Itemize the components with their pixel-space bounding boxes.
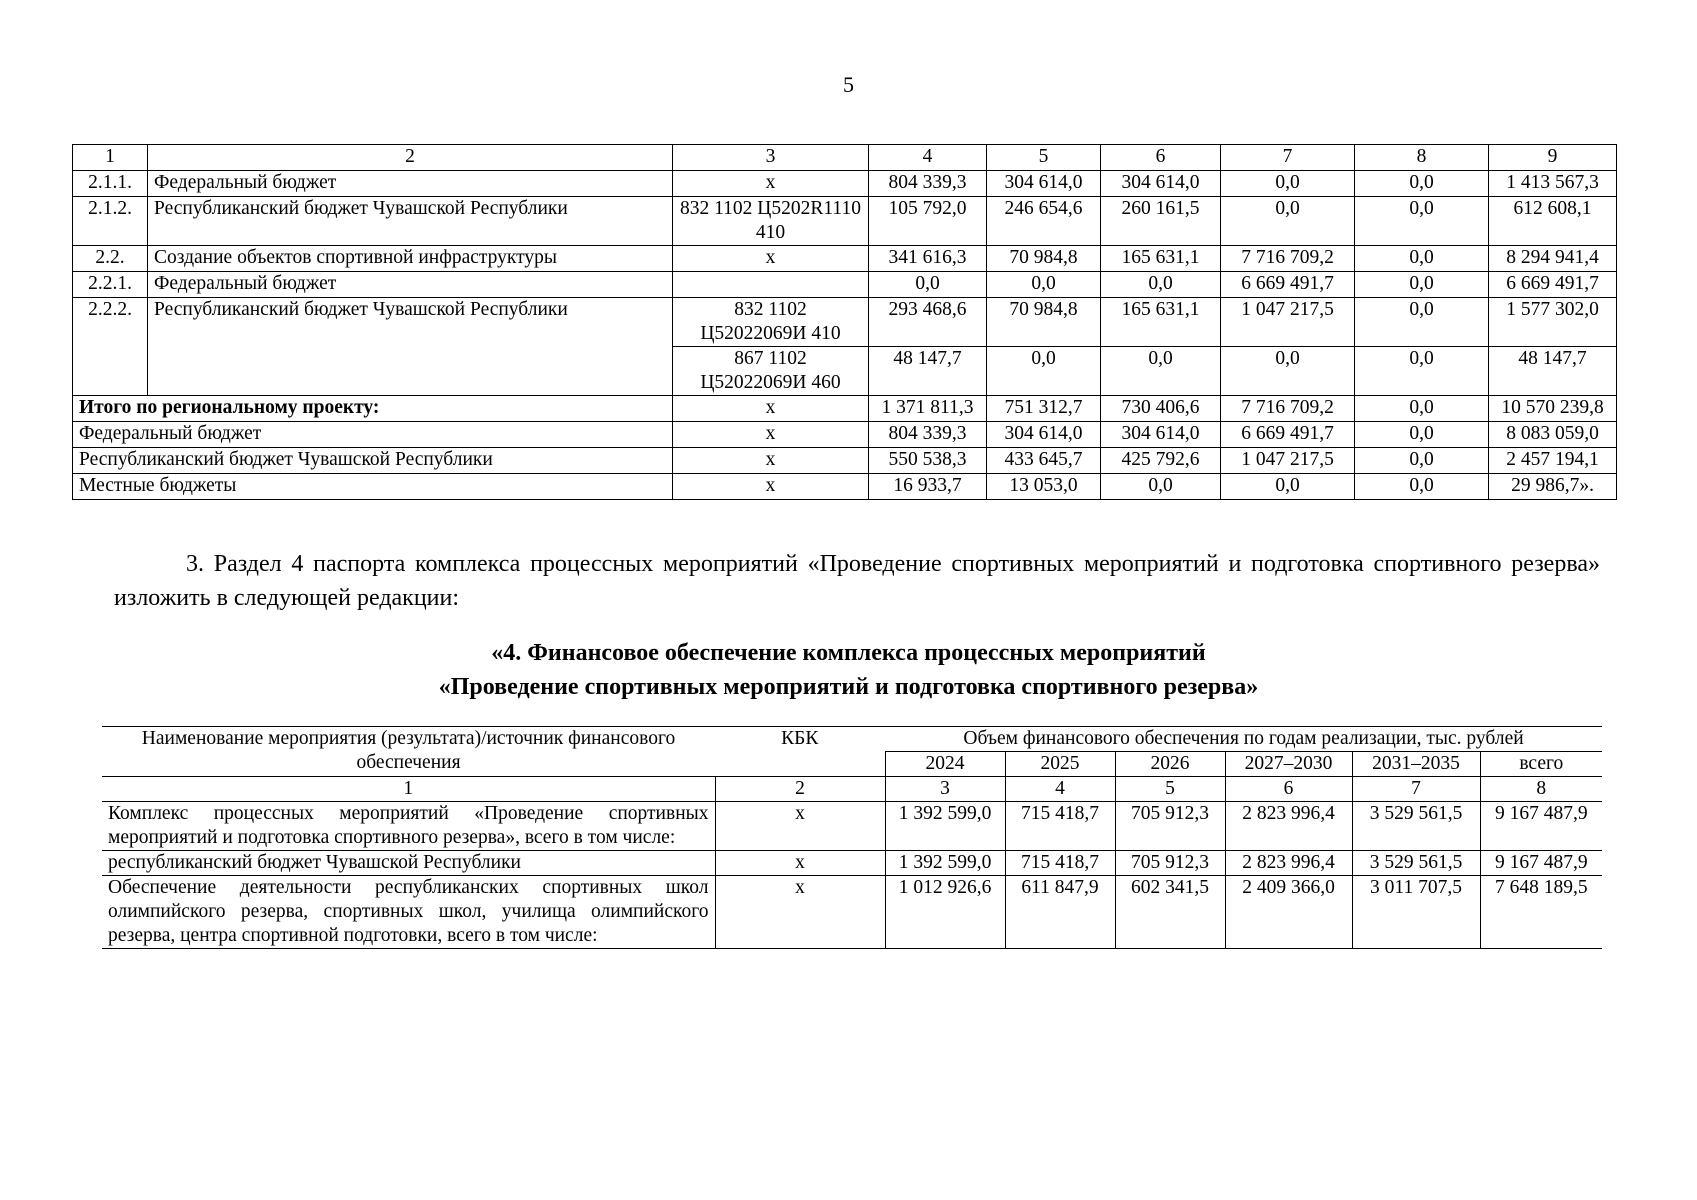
row-value: 1 413 567,3 bbox=[1489, 171, 1617, 197]
row-kbk: х bbox=[673, 448, 869, 474]
row-value: 0,0 bbox=[1221, 474, 1355, 500]
row-value: 2 823 996,4 bbox=[1225, 851, 1352, 876]
row-value: 3 011 707,5 bbox=[1352, 876, 1480, 949]
table-row bbox=[73, 171, 1617, 197]
row-value: 0,0 bbox=[1101, 474, 1221, 500]
row-value: 0,0 bbox=[1355, 246, 1489, 272]
header-year: 2026 bbox=[1115, 752, 1225, 777]
table-row bbox=[102, 876, 1602, 949]
row-value: 705 912,3 bbox=[1115, 802, 1225, 851]
row-value: 1 047 217,5 bbox=[1221, 298, 1355, 347]
row-value: 611 847,9 bbox=[1005, 876, 1115, 949]
row-value: 0,0 bbox=[1221, 197, 1355, 246]
row-number: 2.1.1. bbox=[73, 171, 148, 197]
row-value: 70 984,8 bbox=[987, 298, 1101, 347]
table-row bbox=[102, 851, 1602, 876]
row-value: 433 645,7 bbox=[987, 448, 1101, 474]
header-volume: Объем финансового обеспечения по годам реализации, тыс. рублей bbox=[885, 727, 1602, 752]
row-value: 1 392 599,0 bbox=[885, 802, 1005, 851]
header-year: 2027–2030 bbox=[1225, 752, 1352, 777]
row-value: 0,0 bbox=[1221, 347, 1355, 396]
row-kbk: 832 1102 Ц52022069И 410 bbox=[673, 298, 869, 347]
section-heading bbox=[0, 636, 1697, 704]
row-value: 0,0 bbox=[1355, 474, 1489, 500]
row-value: 16 933,7 bbox=[869, 474, 987, 500]
row-value: 0,0 bbox=[1221, 171, 1355, 197]
row-number: 2.1.2. bbox=[73, 197, 148, 246]
column-number: 1 bbox=[73, 145, 148, 171]
row-value: 0,0 bbox=[1355, 422, 1489, 448]
row-value: 0,0 bbox=[1355, 396, 1489, 422]
row-number: 2.2.2. bbox=[73, 298, 148, 396]
total-name: Итого по региональному проекту: bbox=[73, 396, 673, 422]
row-value: 10 570 239,8 bbox=[1489, 396, 1617, 422]
row-name: Создание объектов спортивной инфраструктуры bbox=[148, 246, 673, 272]
row-value: 8 083 059,0 bbox=[1489, 422, 1617, 448]
heading-line: «4. Финансовое обеспечение комплекса процессных мероприятий bbox=[491, 640, 1206, 666]
row-value: 3 529 561,5 bbox=[1352, 802, 1480, 851]
total-name: Республиканский бюджет Чувашской Республики bbox=[73, 448, 673, 474]
row-number: 2.2. bbox=[73, 246, 148, 272]
row-value: 246 654,6 bbox=[987, 197, 1101, 246]
row-kbk: х bbox=[673, 396, 869, 422]
row-value: 13 053,0 bbox=[987, 474, 1101, 500]
row-value: 7 716 709,2 bbox=[1221, 246, 1355, 272]
row-value: 0,0 bbox=[1355, 171, 1489, 197]
column-number: 4 bbox=[869, 145, 987, 171]
table-row bbox=[73, 246, 1617, 272]
row-value: 0,0 bbox=[869, 272, 987, 298]
row-value: 715 418,7 bbox=[1005, 851, 1115, 876]
row-kbk: 867 1102 Ц52022069И 460 bbox=[673, 347, 869, 396]
row-value: 3 529 561,5 bbox=[1352, 851, 1480, 876]
column-number: 3 bbox=[673, 145, 869, 171]
column-number: 5 bbox=[1115, 777, 1225, 802]
regional-project-table bbox=[72, 144, 1617, 500]
table-header-numbers bbox=[73, 145, 1617, 171]
column-number: 3 bbox=[885, 777, 1005, 802]
financing-table bbox=[102, 726, 1602, 949]
row-value: 0,0 bbox=[987, 347, 1101, 396]
row-value: 1 047 217,5 bbox=[1221, 448, 1355, 474]
row-value: 165 631,1 bbox=[1101, 246, 1221, 272]
row-value: 0,0 bbox=[1101, 272, 1221, 298]
row-value: 730 406,6 bbox=[1101, 396, 1221, 422]
row-value: 2 409 366,0 bbox=[1225, 876, 1352, 949]
row-name: республиканский бюджет Чувашской Республики bbox=[102, 851, 715, 876]
row-name: Обеспечение деятельности республиканских спортивных школ олимпийского резерва, спортивных школ, училища олимпийского резерва, центра спортивной подготовки, всего в том числе: bbox=[102, 876, 715, 949]
row-value: 260 161,5 bbox=[1101, 197, 1221, 246]
total-row bbox=[73, 422, 1617, 448]
row-value: 0,0 bbox=[1355, 448, 1489, 474]
header-year: 2031–2035 bbox=[1352, 752, 1480, 777]
row-value: 48 147,7 bbox=[1489, 347, 1617, 396]
column-number: 7 bbox=[1221, 145, 1355, 171]
row-kbk: х bbox=[673, 171, 869, 197]
row-value: 751 312,7 bbox=[987, 396, 1101, 422]
row-kbk: 832 1102 Ц5202R1110 410 bbox=[673, 197, 869, 246]
row-value: 304 614,0 bbox=[987, 171, 1101, 197]
row-value: 425 792,6 bbox=[1101, 448, 1221, 474]
row-value: 804 339,3 bbox=[869, 422, 987, 448]
header-name: Наименование мероприятия (результата)/источник финансового обеспечения bbox=[102, 727, 715, 777]
header-kbk: КБК bbox=[715, 727, 885, 777]
header-year: всего bbox=[1480, 752, 1602, 777]
row-kbk bbox=[673, 272, 869, 298]
row-value: 1 577 302,0 bbox=[1489, 298, 1617, 347]
row-value: 105 792,0 bbox=[869, 197, 987, 246]
row-value: 1 012 926,6 bbox=[885, 876, 1005, 949]
total-row bbox=[73, 396, 1617, 422]
row-value: 715 418,7 bbox=[1005, 802, 1115, 851]
row-value: 29 986,7». bbox=[1489, 474, 1617, 500]
row-value: 9 167 487,9 bbox=[1480, 851, 1602, 876]
total-name: Местные бюджеты bbox=[73, 474, 673, 500]
row-value: 0,0 bbox=[1355, 347, 1489, 396]
table-row bbox=[73, 298, 1617, 347]
column-number: 4 bbox=[1005, 777, 1115, 802]
row-value: 602 341,5 bbox=[1115, 876, 1225, 949]
row-value: 341 616,3 bbox=[869, 246, 987, 272]
row-value: 304 614,0 bbox=[1101, 422, 1221, 448]
total-row bbox=[73, 448, 1617, 474]
row-kbk: х bbox=[673, 422, 869, 448]
column-number: 6 bbox=[1101, 145, 1221, 171]
row-name: Федеральный бюджет bbox=[148, 171, 673, 197]
row-value: 6 669 491,7 bbox=[1221, 422, 1355, 448]
row-value: 6 669 491,7 bbox=[1489, 272, 1617, 298]
row-value: 6 669 491,7 bbox=[1221, 272, 1355, 298]
row-value: 7 648 189,5 bbox=[1480, 876, 1602, 949]
total-name: Федеральный бюджет bbox=[73, 422, 673, 448]
row-value: 165 631,1 bbox=[1101, 298, 1221, 347]
row-value: 1 371 811,3 bbox=[869, 396, 987, 422]
column-number: 6 bbox=[1225, 777, 1352, 802]
row-name: Комплекс процессных мероприятий «Проведение спортивных мероприятий и подготовка спортивного резерва», всего в том числе: bbox=[102, 802, 715, 851]
row-value: 550 538,3 bbox=[869, 448, 987, 474]
row-value: 0,0 bbox=[1355, 298, 1489, 347]
row-kbk: х bbox=[715, 802, 885, 851]
table-row bbox=[102, 802, 1602, 851]
header-year: 2025 bbox=[1005, 752, 1115, 777]
row-value: 705 912,3 bbox=[1115, 851, 1225, 876]
row-name: Республиканский бюджет Чувашской Республики bbox=[148, 197, 673, 246]
row-value: 0,0 bbox=[1101, 347, 1221, 396]
heading-line: «Проведение спортивных мероприятий и подготовка спортивного резерва» bbox=[438, 674, 1259, 700]
column-number: 1 bbox=[102, 777, 715, 802]
row-kbk: х bbox=[715, 876, 885, 949]
row-value: 8 294 941,4 bbox=[1489, 246, 1617, 272]
row-value: 7 716 709,2 bbox=[1221, 396, 1355, 422]
row-number: 2.2.1. bbox=[73, 272, 148, 298]
row-kbk: х bbox=[715, 851, 885, 876]
row-value: 0,0 bbox=[987, 272, 1101, 298]
row-value: 0,0 bbox=[1355, 272, 1489, 298]
row-value: 0,0 bbox=[1355, 197, 1489, 246]
table-header-numbers bbox=[102, 777, 1602, 802]
row-name: Федеральный бюджет bbox=[148, 272, 673, 298]
table-row bbox=[73, 197, 1617, 246]
row-name: Республиканский бюджет Чувашской Республики bbox=[148, 298, 673, 396]
row-value: 2 457 194,1 bbox=[1489, 448, 1617, 474]
column-number: 5 bbox=[987, 145, 1101, 171]
column-number: 2 bbox=[715, 777, 885, 802]
row-value: 612 608,1 bbox=[1489, 197, 1617, 246]
row-kbk: х bbox=[673, 246, 869, 272]
row-value: 70 984,8 bbox=[987, 246, 1101, 272]
amendment-paragraph: 3. Раздел 4 паспорта комплекса процессных мероприятий «Проведение спортивных мероприятий и подготовка спортивного резерва» изложить в следующей редакции: bbox=[114, 551, 1600, 611]
total-row bbox=[73, 474, 1617, 500]
row-value: 48 147,7 bbox=[869, 347, 987, 396]
row-value: 304 614,0 bbox=[987, 422, 1101, 448]
column-number: 8 bbox=[1480, 777, 1602, 802]
table-row bbox=[73, 272, 1617, 298]
row-value: 804 339,3 bbox=[869, 171, 987, 197]
row-value: 1 392 599,0 bbox=[885, 851, 1005, 876]
row-value: 304 614,0 bbox=[1101, 171, 1221, 197]
header-year: 2024 bbox=[885, 752, 1005, 777]
row-value: 9 167 487,9 bbox=[1480, 802, 1602, 851]
column-number: 7 bbox=[1352, 777, 1480, 802]
column-number: 2 bbox=[148, 145, 673, 171]
table-header bbox=[102, 727, 1602, 752]
row-value: 2 823 996,4 bbox=[1225, 802, 1352, 851]
column-number: 9 bbox=[1489, 145, 1617, 171]
column-number: 8 bbox=[1355, 145, 1489, 171]
row-value: 293 468,6 bbox=[869, 298, 987, 347]
row-kbk: х bbox=[673, 474, 869, 500]
page-number: 5 bbox=[843, 72, 854, 97]
